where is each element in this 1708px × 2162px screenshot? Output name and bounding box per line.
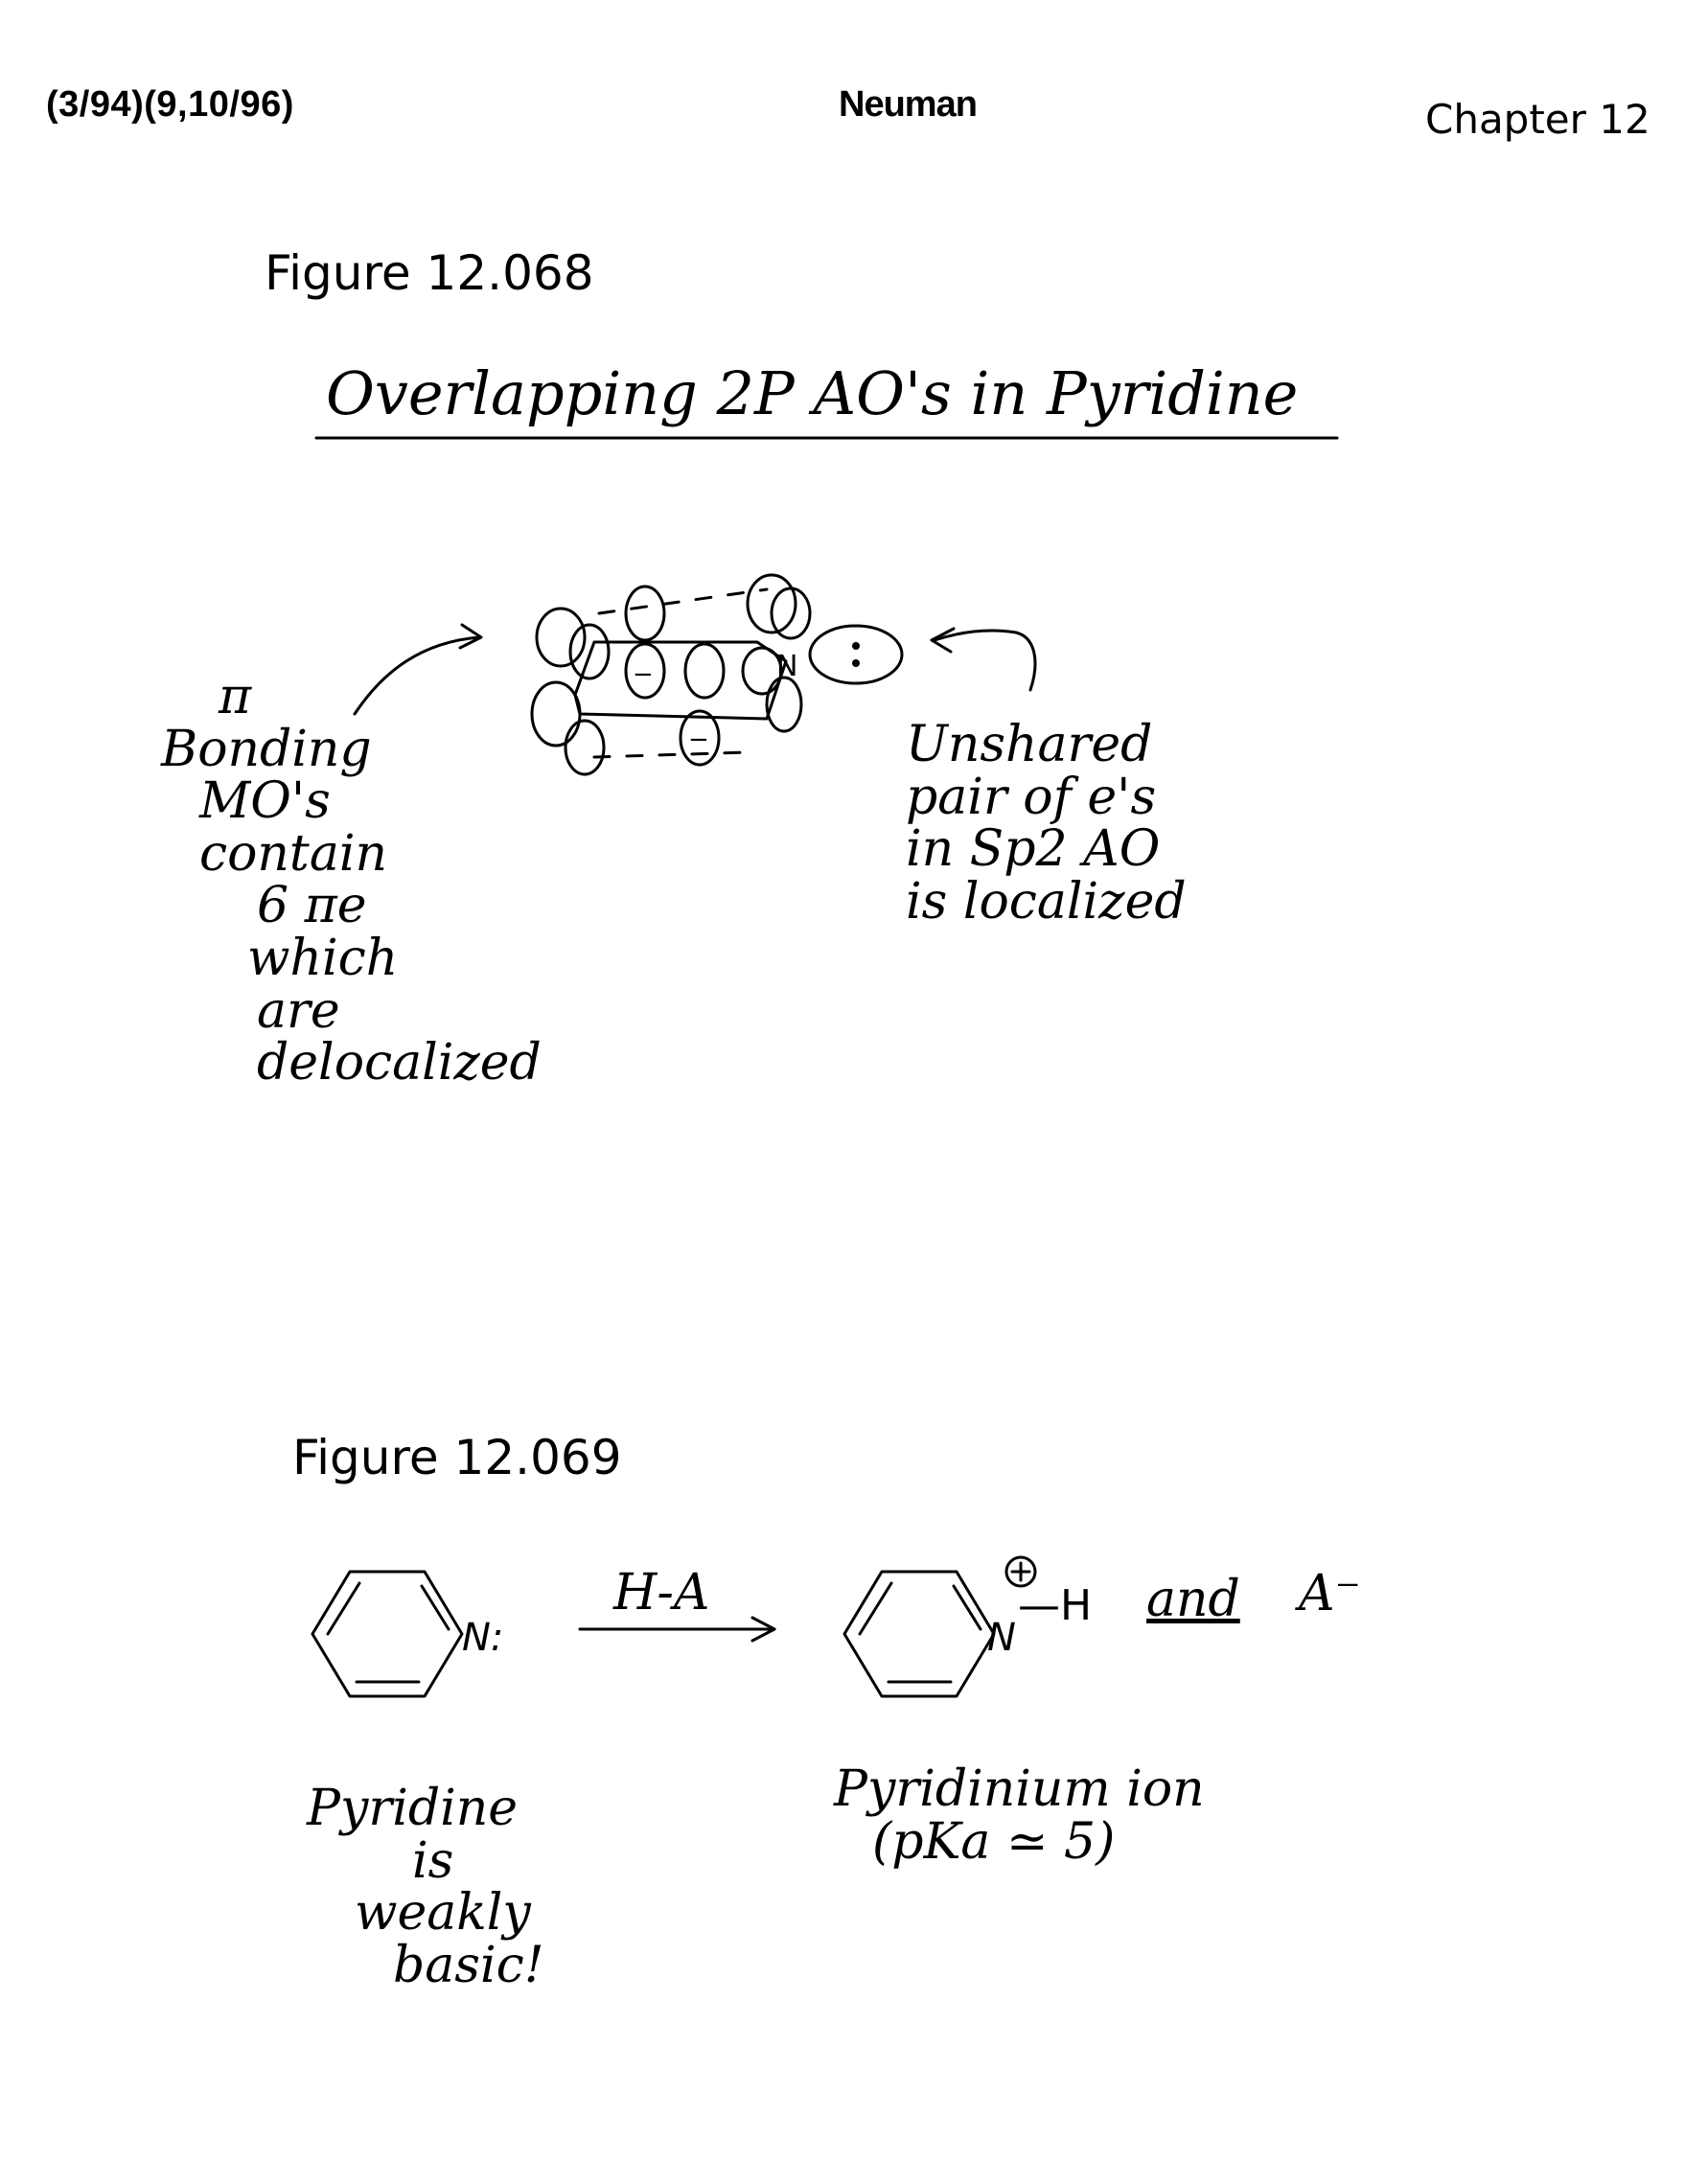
left-note-line-6: which [247, 929, 399, 987]
left-note-line-3: MO's [199, 772, 331, 831]
pyridine-caption-line-3: weakly [355, 1884, 531, 1943]
pyridinium-caption-line-1: Pyridinium ion [834, 1760, 1205, 1818]
lone-pair-electron [852, 659, 860, 667]
p-orbital-lobe [685, 644, 724, 698]
pyridine-orbital-diagram [532, 575, 902, 774]
p-orbital-lobe [772, 588, 810, 638]
left-note-line-7: are [257, 981, 340, 1040]
nitrogen-atom-label: N [776, 650, 798, 683]
right-note-line-2: pair of e's [906, 768, 1157, 826]
header-chapter: Chapter 12 [1425, 96, 1650, 143]
left-note-line-5: 6 πe [257, 877, 367, 935]
right-note-line-3: in Sp2 AO [906, 820, 1161, 879]
pyridine-structure [312, 1572, 503, 1696]
left-note-line-2: Bonding [161, 720, 372, 778]
pyridine-caption-line-1: Pyridine [307, 1780, 519, 1837]
pyridine-double-bond [328, 1583, 359, 1634]
sp2-lone-pair-orbital [810, 626, 902, 683]
reagent-label: H-A [613, 1564, 710, 1622]
pyridine-caption-line-4: basic! [393, 1936, 544, 1994]
header-author: Neuman [839, 84, 977, 125]
pyridinium-caption-line-2: (pKa ≃ 5) [872, 1812, 1116, 1871]
right-arrow-shaft [935, 631, 1035, 690]
p-orbital-lobe [743, 648, 781, 694]
pi-overlap-bottom [594, 752, 748, 757]
pyridine-nitrogen: N: [462, 1616, 504, 1660]
figure-069-label: Figure 12.069 [292, 1430, 622, 1485]
anion-label: A⁻ [1299, 1565, 1361, 1622]
pyridine-ring [312, 1572, 462, 1696]
p-orbital-lobe [537, 609, 585, 666]
left-note-line-1: π [219, 668, 252, 725]
left-note-line-4: contain [199, 824, 387, 883]
figure-068-title: Overlapping 2P AO's in Pyridine [326, 358, 1299, 428]
p-orbital-lobe [532, 682, 580, 746]
right-note-line-1: Unshared [906, 716, 1153, 773]
pyridinium-nh-bond: —H [1018, 1581, 1093, 1630]
left-arrow-head [460, 625, 481, 648]
right-note-line-4: is localized [906, 872, 1187, 931]
pyridinium-structure [844, 1557, 1035, 1696]
figure-068-label: Figure 12.068 [265, 245, 594, 301]
pyridinium-double-bond [860, 1583, 891, 1634]
p-orbital-lobe [626, 586, 664, 640]
ring-framework [575, 642, 786, 719]
pyridine-caption-line-2: is [412, 1831, 454, 1890]
header-dates: (3/94)(9,10/96) [46, 84, 294, 125]
lone-pair-electron [852, 642, 860, 650]
pi-overlap-top [599, 589, 767, 613]
left-note-line-8: delocalized [257, 1034, 542, 1092]
pyridinium-nitrogen: N [987, 1616, 1016, 1660]
and-conjunction: and [1146, 1571, 1240, 1628]
p-orbital-lobe [565, 721, 604, 774]
minus-sign: − [688, 725, 709, 754]
pyridinium-ring [844, 1572, 994, 1696]
minus-sign: − [633, 660, 654, 689]
